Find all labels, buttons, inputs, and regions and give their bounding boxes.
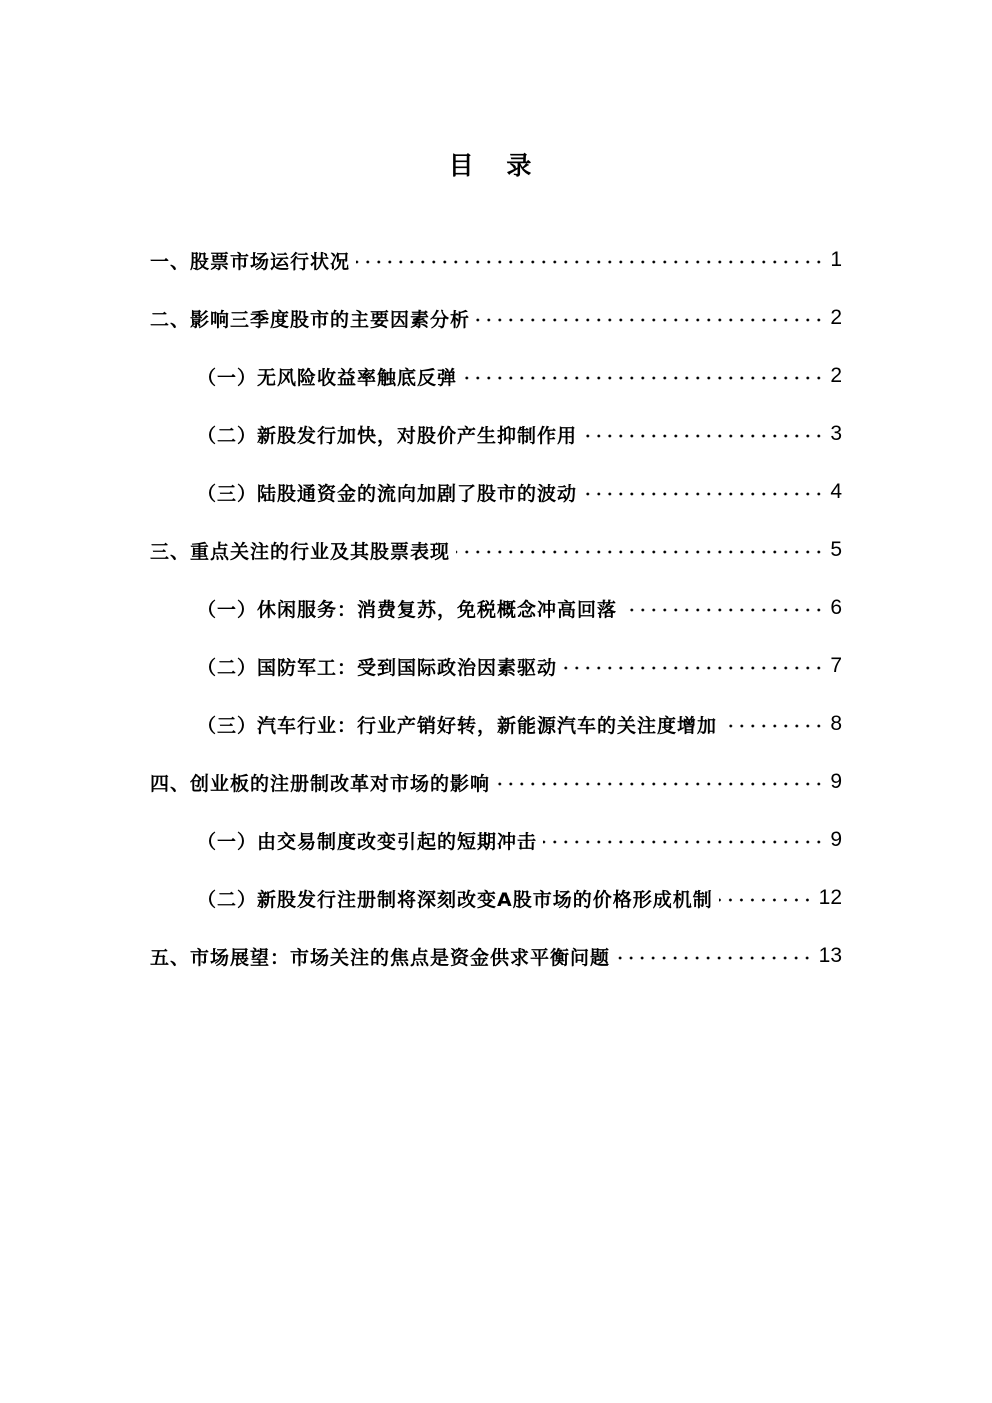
- toc-page-number: 3: [830, 422, 842, 445]
- toc-entry-text: 一、股票市场运行状况: [150, 250, 351, 273]
- toc-entry-text: （二）新股发行注册制将深刻改变A股市场的价格形成机制: [197, 888, 713, 911]
- toc-leader-dots: [719, 889, 813, 911]
- toc-entry-text: 三、重点关注的行业及其股票表现: [150, 540, 451, 563]
- toc-page-number: 9: [830, 828, 842, 851]
- toc-entry-text: （一）由交易制度改变引起的短期冲击: [197, 830, 538, 853]
- toc-entry[interactable]: [197, 646, 842, 686]
- toc-entry-text: （一）休闲服务：消费复苏，免税概念冲高回落: [197, 598, 618, 621]
- toc-page-number: 2: [830, 306, 842, 329]
- toc-page-number: 1: [830, 248, 842, 271]
- toc-entry[interactable]: [150, 530, 842, 570]
- toc-page-number: 9: [830, 770, 842, 793]
- toc-page-number: 2: [830, 364, 842, 387]
- toc-entry-text: （一）无风险收益率触底反弹: [197, 366, 458, 389]
- toc-page-number: 7: [830, 654, 842, 677]
- toc-leader-dots: [583, 425, 824, 447]
- toc-leader-dots: [463, 367, 824, 389]
- toc-entry[interactable]: [197, 820, 842, 860]
- toc-entry-text: （三）陆股通资金的流向加剧了股市的波动: [197, 482, 578, 505]
- toc-entry-text: 四、创业板的注册制改革对市场的影响: [150, 772, 491, 795]
- toc-entry[interactable]: [197, 588, 842, 628]
- toc-entry[interactable]: [197, 356, 842, 396]
- toc-entry-text: 五、市场展望：市场关注的焦点是资金供求平衡问题: [150, 946, 611, 969]
- toc-leader-dots: [623, 599, 824, 621]
- toc-page-number: 6: [830, 596, 842, 619]
- toc-entry-text: 二、影响三季度股市的主要因素分析: [150, 308, 471, 331]
- toc-title: 目 录: [448, 151, 544, 180]
- toc-entry[interactable]: [150, 762, 842, 802]
- toc-entry[interactable]: [197, 472, 842, 512]
- toc-leader-dots: [543, 831, 824, 853]
- toc-entry[interactable]: [150, 936, 842, 976]
- toc-page-number: 4: [830, 480, 842, 503]
- toc-page-number: 5: [830, 538, 842, 561]
- toc-page-number: 13: [818, 944, 842, 967]
- toc-entry[interactable]: [197, 878, 842, 918]
- toc-page-number: 8: [830, 712, 842, 735]
- toc-entry[interactable]: [150, 298, 842, 338]
- toc-entry[interactable]: [150, 240, 842, 280]
- toc-leader-dots: [723, 715, 824, 737]
- toc-entry-text: （二）国防军工：受到国际政治因素驱动: [197, 656, 558, 679]
- toc-leader-dots: [583, 483, 824, 505]
- toc-leader-dots: [496, 773, 824, 795]
- toc-leader-dots: [616, 947, 813, 969]
- toc-leader-dots: [456, 541, 824, 563]
- toc-entry-text: （三）汽车行业：行业产销好转，新能源汽车的关注度增加: [197, 714, 718, 737]
- toc-entry[interactable]: [197, 414, 842, 454]
- toc-entry-text: （二）新股发行加快，对股价产生抑制作用: [197, 424, 578, 447]
- toc-page-number: 12: [818, 886, 842, 909]
- toc-leader-dots: [356, 251, 824, 273]
- toc-leader-dots: [476, 309, 824, 331]
- toc-entry[interactable]: [197, 704, 842, 744]
- toc-leader-dots: [563, 657, 824, 679]
